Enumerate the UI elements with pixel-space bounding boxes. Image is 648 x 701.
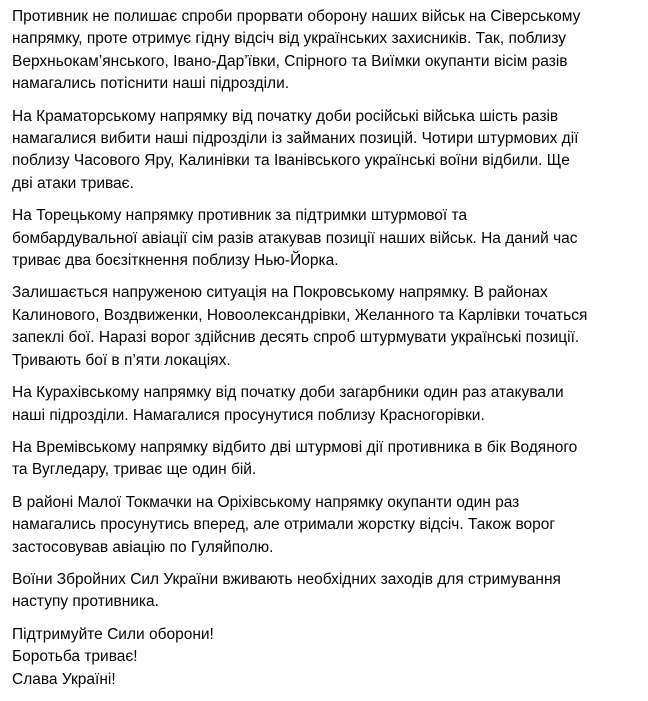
paragraph-kurakhove: На Курахівському напрямку від початку доби загарбники один раз атакували наші підрозділи. Намагалися просунутися поблизу Красногорівки. — [12, 384, 564, 424]
paragraph-orikhiv: В районі Малої Токмачки на Оріхівському напрямку окупанти один раз намагались просунутись вперед, але отримали жорстку відсіч. Також ворог застосовував авіацію по Гуляйполю. — [12, 493, 556, 556]
paragraph-kramatorsk: На Краматорському напрямку від початку доби російські війська шість разів намагалися вибити наші підрозділи із займаних позицій. Чотири штурмових дії поблизу Часового Яру, Калинівки та Іванівського українські воїни відбили. Ще дві атаки триває. — [12, 107, 579, 192]
paragraph-closing-slogans: Підтримуйте Сили оборони! Боротьба триває! Слава Україні! — [12, 625, 214, 688]
paragraph-armed-forces: Воїни Збройних Сил України вживають необхідних заходів для стримування наступу противника. — [12, 570, 561, 611]
paragraph-siversk: Противник не полишає спроби прорвати оборону наших військ на Сіверському напрямку, проте отримує гідну відсіч від українських захисників. Так, поблизу Верхньокам’янського, Івано-Дар’ївки, Спірного та Виїмки окупанти вісім разів намагались потіснити наші підрозділи. — [12, 8, 581, 93]
paragraph-pokrovsk: Залишається напруженою ситуація на Покровському напрямку. В районах Калинового, Воздвиженки, Новоолександрівки, Желанного та Карлівки точаться запеклі бої. Наразі ворог здійснив десять спроб штурмувати українські позиції. Тривають бої в п’яти локаціях. — [12, 284, 588, 369]
post-text-body — [12, 6, 644, 701]
paragraph-vremivka: На Времівському напрямку відбито дві штурмові дії противника в бік Водяного та Вугледару, триває ще один бій. — [12, 438, 578, 479]
paragraph-toretsk: На Торецькому напрямку противник за підтримки штурмової та бомбардувальної авіації сім разів атакував позиції наших військ. На даний час триває два боєзіткнення поблизу Нью-Йорка. — [12, 207, 578, 270]
